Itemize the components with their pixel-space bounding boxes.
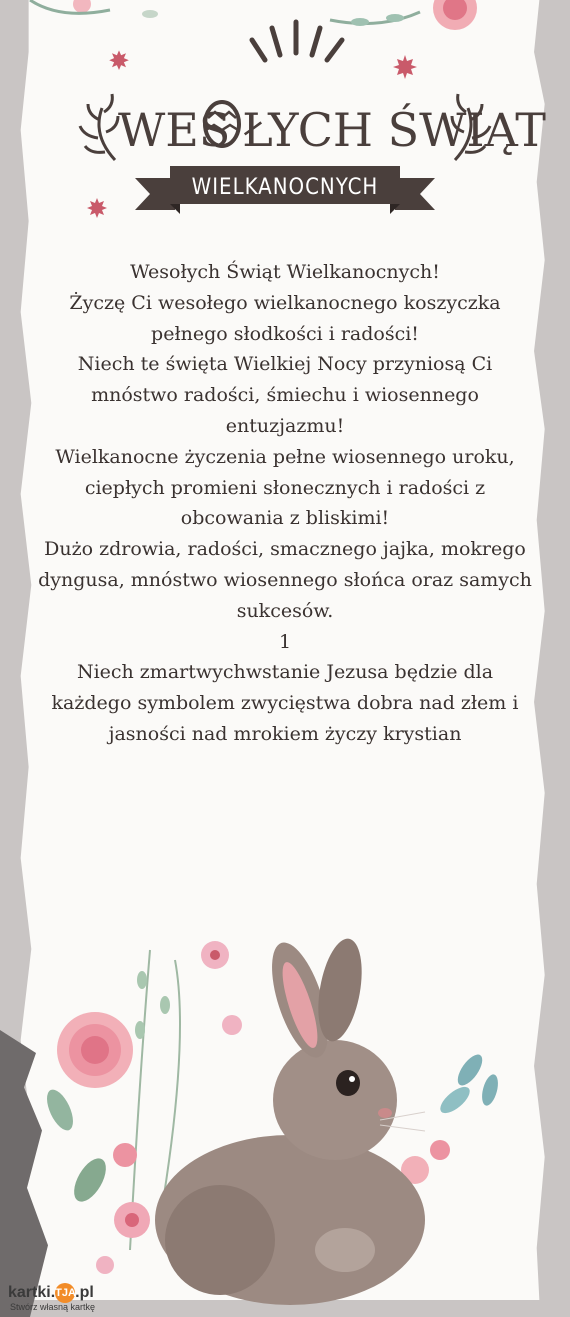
bunny-illustration: [0, 920, 570, 1317]
message-line: Niech zmartwychwstanie Jezusa będzie dla każdego symbolem zwycięstwa dobra nad złem i jasności nad mrokiem życzy krystian: [51, 661, 519, 745]
message-line: Wielkanocne życzenia pełne wiosennego uroku, ciepłych promieni słonecznych i radości z obcowania z bliskimi!: [55, 445, 515, 530]
title-left: WES: [118, 103, 231, 157]
header-graphic: [0, 0, 570, 250]
bunny: [155, 935, 425, 1305]
banner-text: WIELKANOCNYCH: [191, 175, 379, 200]
message-line: 1: [278, 630, 292, 653]
message-line: Życzę Ci wesołego wielkanocnego koszyczka pełnego słodkości i radości!: [69, 291, 501, 345]
title-right: ŁYCH ŚWIĄT: [242, 103, 546, 157]
logo-suffix: .pl: [75, 1284, 94, 1302]
brand-logo[interactable]: [8, 1283, 118, 1315]
logo-badge: TJA: [55, 1283, 75, 1303]
greeting-message: [38, 257, 532, 750]
message-line: Wesołych Świąt Wielkanocnych!: [130, 261, 440, 283]
sun-rays: [252, 22, 342, 60]
top-flowers: [30, 0, 477, 30]
logo-tagline: Stwórz własną kartkę: [10, 1302, 96, 1312]
message-line: Niech te święta Wielkiej Nocy przyniosą Ci mnóstwo radości, śmiechu i wiosennego entuzjazmu!: [77, 353, 493, 437]
message-line: Dużo zdrowia, radości, smacznego jajka, mokrego dyngusa, mnóstwo wiosennego słońca oraz samych sukcesów.: [38, 538, 532, 622]
logo-prefix: kartki.: [8, 1284, 56, 1302]
